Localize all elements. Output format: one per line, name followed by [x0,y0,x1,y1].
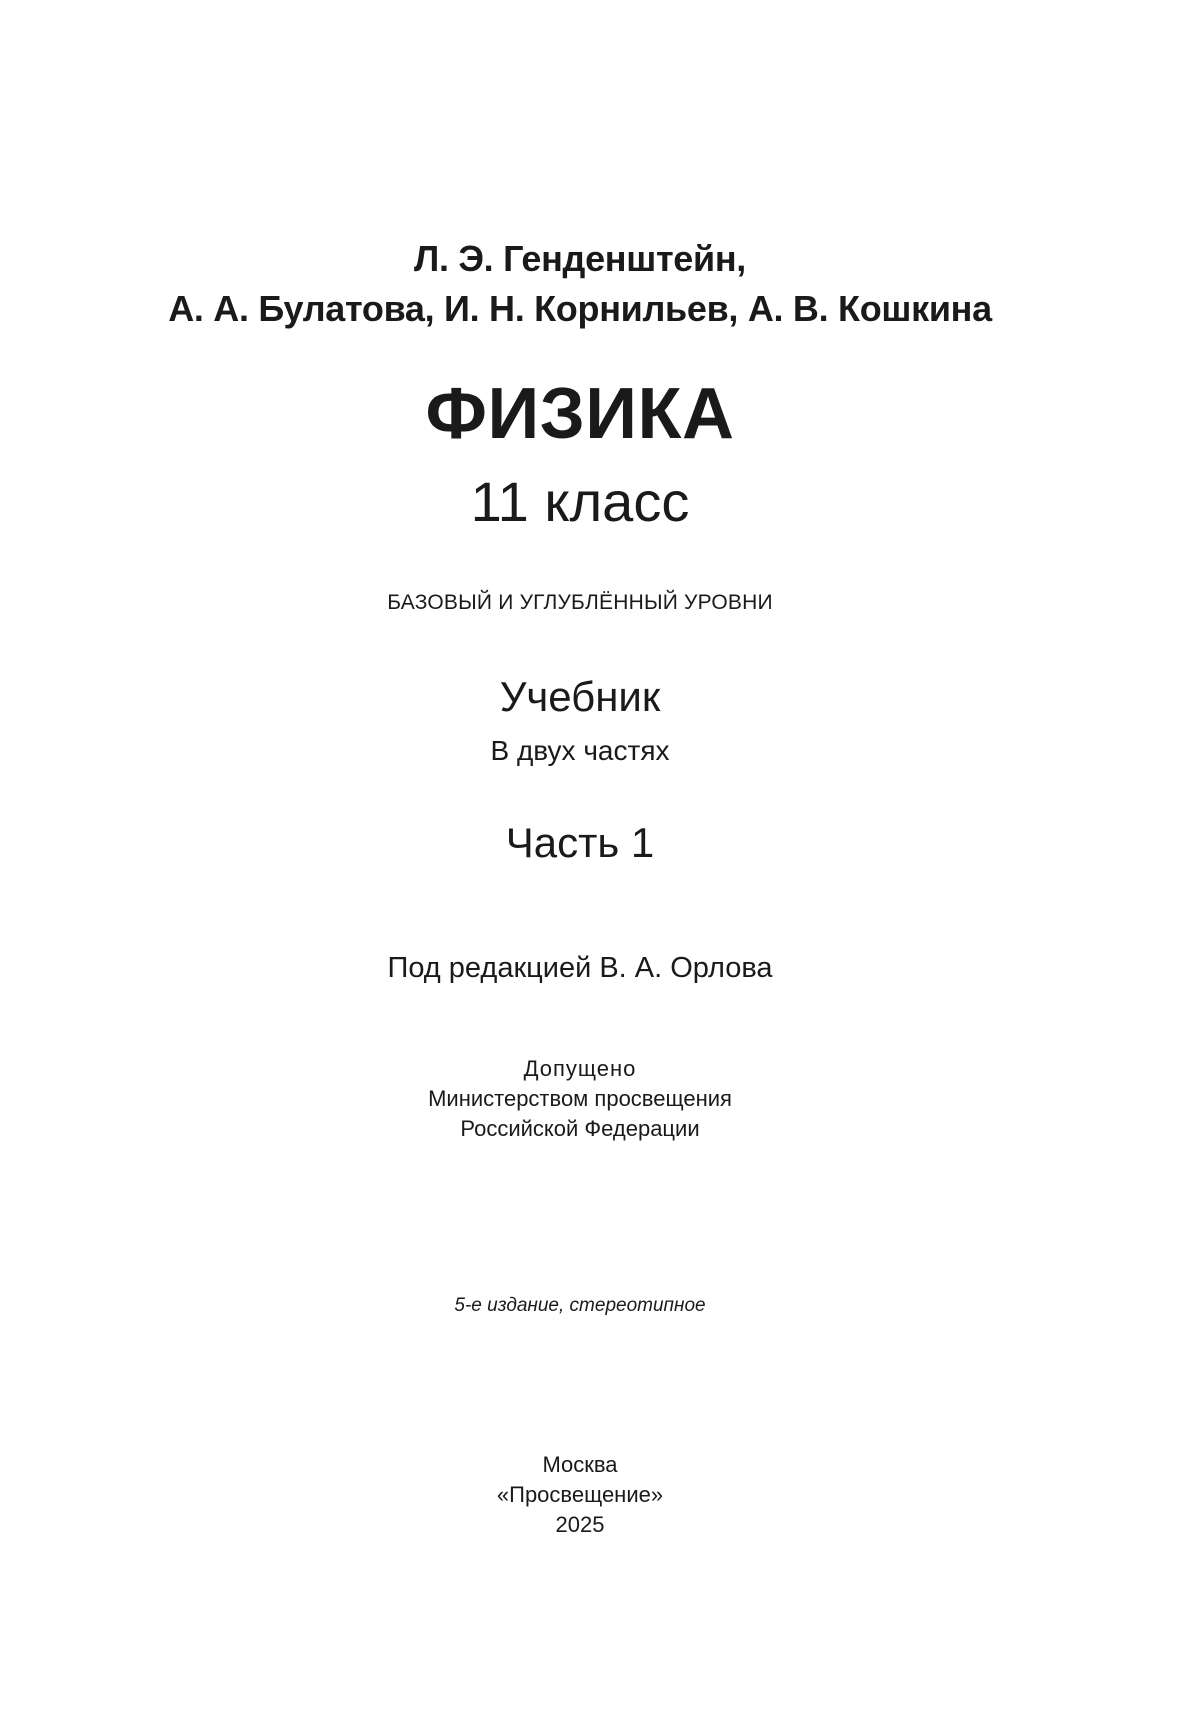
level-label: БАЗОВЫЙ И УГЛУБЛЁННЫЙ УРОВНИ [387,591,773,614]
imprint-year: 2025 [555,1512,605,1537]
approval-line-1: Допущено [523,1056,637,1081]
edition-label: 5-е издание, стереотипное [454,1295,706,1316]
authors-line-1: Л. Э. Генденштейн, [414,238,746,279]
approval-line-3: Российской Федерации [460,1116,700,1141]
parts-note: В двух частях [490,735,670,766]
approval-line-2: Министерством просвещения [428,1086,732,1111]
part-label: Часть 1 [505,819,655,866]
authors-line-2: А. А. Булатова, И. Н. Корнильев, А. В. Кошкина [168,288,992,329]
grade-label: 11 класс [470,470,690,533]
book-type-label: Учебник [499,673,661,720]
editor-label: Под редакцией В. А. Орлова [387,952,773,984]
book-title: ФИЗИКА [425,374,735,454]
imprint-publisher: «Просвещение» [496,1482,664,1507]
imprint-city: Москва [542,1452,618,1477]
